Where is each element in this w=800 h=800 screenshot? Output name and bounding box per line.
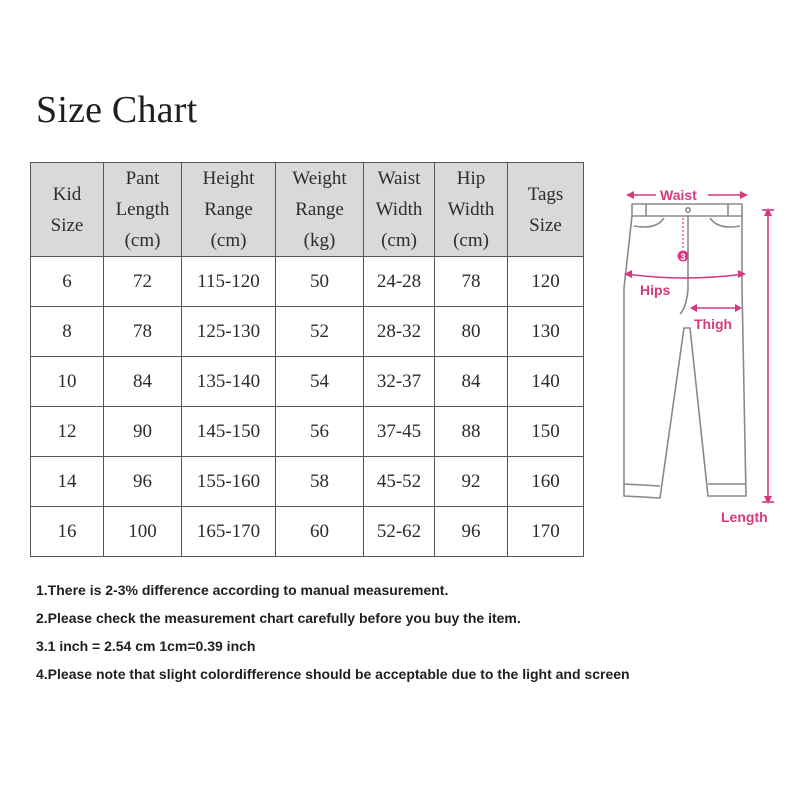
pants-diagram — [600, 178, 800, 538]
note-item: 3.1 inch = 2.54 cm 1cm=0.39 inch — [36, 638, 256, 654]
waist-label: Waist — [660, 187, 697, 203]
table-cell: 140 — [508, 357, 584, 407]
header-tags-size — [508, 163, 584, 257]
header-hip-width — [435, 163, 508, 257]
header-line: Height — [202, 168, 255, 189]
header-line: (cm) — [210, 230, 247, 251]
table-cell: 96 — [435, 507, 508, 557]
table-row — [31, 357, 584, 407]
header-line: Width — [447, 199, 495, 220]
page-title: Size Chart — [36, 89, 198, 131]
header-line: Waist — [377, 168, 421, 189]
header-pant-length — [104, 163, 182, 257]
header-line: (cm) — [124, 230, 161, 251]
table-cell: 72 — [104, 257, 182, 307]
header-weight-range — [276, 163, 364, 257]
table-cell: 120 — [508, 257, 584, 307]
length-arrow — [762, 208, 774, 504]
table-row — [31, 307, 584, 357]
measure-marker-label: 3 — [680, 252, 686, 262]
header-line: Size — [50, 214, 84, 236]
header-line: Range — [295, 199, 344, 220]
table-cell: 78 — [435, 257, 508, 307]
length-label: Length — [721, 509, 768, 525]
header-line: (kg) — [303, 230, 336, 251]
table-cell: 32-37 — [364, 357, 435, 407]
table-cell: 160 — [508, 457, 584, 507]
measure-marker-icon — [678, 251, 689, 263]
header-line: Kid — [52, 183, 82, 205]
hips-label: Hips — [640, 282, 671, 298]
table-cell: 78 — [104, 307, 182, 357]
header-waist-width — [364, 163, 435, 257]
table-cell: 37-45 — [364, 407, 435, 457]
table-cell: 16 — [31, 507, 104, 557]
table-cell: 100 — [104, 507, 182, 557]
table-cell: 8 — [31, 307, 104, 357]
table-cell: 56 — [276, 407, 364, 457]
table-cell: 84 — [435, 357, 508, 407]
pants-outline — [624, 204, 746, 498]
table-cell: 84 — [104, 357, 182, 407]
table-cell: 155-160 — [182, 457, 276, 507]
header-line: Pant — [125, 168, 160, 189]
header-line: Hip — [456, 168, 486, 189]
note-item: 2.Please check the measurement chart carefully before you buy the item. — [36, 610, 521, 626]
note-item: 4.Please note that slight colordifference should be acceptable due to the light and screen — [36, 666, 630, 682]
table-cell: 130 — [508, 307, 584, 357]
table-cell: 135-140 — [182, 357, 276, 407]
table-cell: 150 — [508, 407, 584, 457]
table-cell: 50 — [276, 257, 364, 307]
table-cell: 145-150 — [182, 407, 276, 457]
header-line: Tags — [527, 183, 564, 205]
table-cell: 12 — [31, 407, 104, 457]
table-cell: 80 — [435, 307, 508, 357]
table-cell: 88 — [435, 407, 508, 457]
table-row — [31, 407, 584, 457]
header-line: Width — [375, 199, 423, 220]
table-cell: 52-62 — [364, 507, 435, 557]
table-cell: 14 — [31, 457, 104, 507]
header-line: Range — [204, 199, 253, 220]
header-line: Length — [115, 199, 170, 220]
table-cell: 52 — [276, 307, 364, 357]
table-cell: 28-32 — [364, 307, 435, 357]
table-cell: 54 — [276, 357, 364, 407]
table-cell: 24-28 — [364, 257, 435, 307]
header-line: Size — [529, 214, 562, 236]
notes-list — [36, 580, 630, 692]
hips-arrow — [624, 270, 746, 278]
header-line: (cm) — [453, 230, 489, 251]
table-cell: 115-120 — [182, 257, 276, 307]
table-row — [31, 257, 584, 307]
header-line: (cm) — [381, 230, 417, 251]
header-height-range — [182, 163, 276, 257]
table-cell: 92 — [435, 457, 508, 507]
header-line: Weight — [292, 168, 347, 189]
size-table — [30, 162, 584, 557]
table-cell: 45-52 — [364, 457, 435, 507]
header-kid-size — [31, 163, 104, 257]
table-header-row — [31, 163, 584, 257]
thigh-arrow — [690, 304, 742, 312]
table-cell: 170 — [508, 507, 584, 557]
table-cell: 165-170 — [182, 507, 276, 557]
table-cell: 125-130 — [182, 307, 276, 357]
table-row — [31, 457, 584, 507]
note-item: 1.There is 2-3% difference according to manual measurement. — [36, 582, 449, 598]
table-cell: 90 — [104, 407, 182, 457]
table-row — [31, 507, 584, 557]
table-cell: 10 — [31, 357, 104, 407]
table-cell: 96 — [104, 457, 182, 507]
table-cell: 58 — [276, 457, 364, 507]
thigh-label: Thigh — [694, 316, 733, 332]
table-cell: 60 — [276, 507, 364, 557]
table-cell: 6 — [31, 257, 104, 307]
